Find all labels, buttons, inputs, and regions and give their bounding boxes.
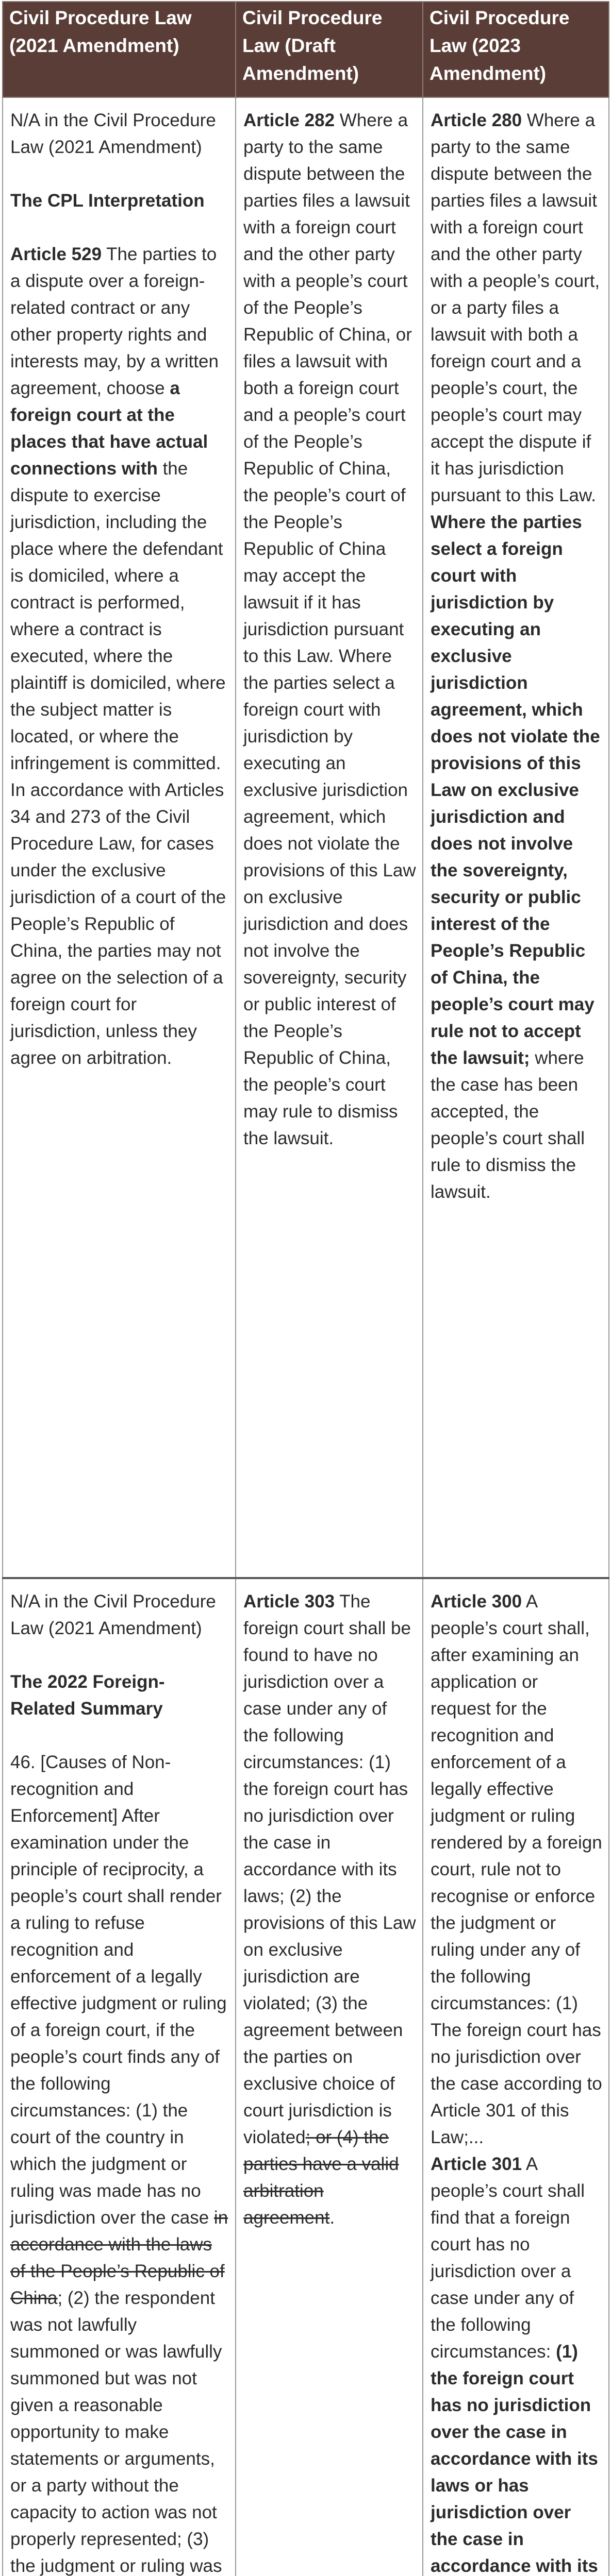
article-301-text	[431, 2151, 602, 2576]
article-body: Where a party to the same dispute between the parties files a lawsuit with a foreign court and the other party with a people’s court of the People’s Republic of China, or files a lawsuit with both a foreign court and a people’s court of the People’s Republic of China, the people’s court of the People’s Republic of China may accept the lawsuit if it has jurisdiction pursuant to this Law. Where the parties select a foreign court with jurisdiction by executing an exclusive jurisdiction agreement, which does not violate the provisions of this Law on exclusive jurisdiction and does not involve the sovereignty, security or public interest of the People’s Republic of China, the people’s court may rule to dismiss the lawsuit.	[243, 110, 416, 1148]
cell-2021-recognition	[3, 1578, 236, 2576]
article-body: the dispute to exercise jurisdiction, including the place where the defendant is domiciled, where a contract is performed, where a contract is executed, where the plaintiff is domiciled, where the subject matter is located, or where the infringement is committed. In accordance with Articles 34 and 273 of the Civil Procedure Law, for cases under the exclusive jurisdiction of a court of the People’s Republic of China, the parties may not agree on the selection of a foreign court for jurisdiction, unless they agree on arbitration.	[10, 459, 226, 1068]
article-body: The foreign court shall be found to have no jurisdiction over a case under any of the following circumstances: (1) the foreign court has no jurisdiction over the case in accordance with its laws; (2) the provisions of this Law on exclusive jurisdiction are violated; (3) the agreement between the parties on exclusive choice of court jurisdiction is violated	[243, 1591, 416, 2147]
cell-draft-recognition	[236, 1578, 423, 2576]
article-body: .	[329, 2208, 335, 2228]
na-note: N/A in the Civil Procedure Law (2021 Amendment)	[10, 1591, 216, 1638]
article-emphasis: a foreign court at the places that have actual connections with	[10, 378, 208, 479]
cell-2021-jurisdiction	[3, 97, 236, 1578]
article-body: A people’s court shall, after examining an application or request for the recognition and enforcement of a legally effective judgment or ruling rendered by a foreign court, rule not to recognise or enforce the judgment or ruling under any of the following circumstances: (1) The foreign court has no jurisdiction over the case according to Article 301 of this Law;...	[431, 1591, 602, 2147]
table-row	[3, 97, 609, 1578]
article-body: The parties to a dispute over a foreign-related contract or any other property rights and interests may, by a written agreement, choose	[10, 244, 219, 398]
article-303-text	[243, 1588, 416, 2231]
table-header-row	[3, 2, 609, 97]
article-label: Article 303	[243, 1591, 335, 1612]
header-2023-amendment: Civil Procedure Law (2023 Amendment)	[423, 2, 609, 97]
article-label: Article 301	[431, 2154, 522, 2174]
article-label: Article 529	[10, 244, 102, 264]
cell-2023-recognition	[423, 1578, 609, 2576]
article-label: Article 300	[431, 1591, 522, 1612]
item-body: 46. [Causes of Non-recognition and Enforcement] After examination under the principle of reciprocity, a people’s court shall render a ruling to refuse recognition and enforcement of a legally effective judgment or ruling of a foreign court, if the people’s court finds any of the following circumstances: (1) the court of the country in which the judgment or ruling was made has no jurisdiction over the case	[10, 1752, 227, 2228]
article-282-text	[243, 107, 416, 1152]
item-body: ; (2) the respondent was not lawfully summoned or was lawfully summoned but was not given a reasonable opportunity to make statements or arguments, or a party without the capacity to action was not properly represented; (3) the judgment or ruling was	[10, 2288, 222, 2576]
article-280-text	[431, 107, 602, 1206]
cell-draft-jurisdiction	[236, 97, 423, 1578]
cell-2023-jurisdiction	[423, 97, 609, 1578]
article-emphasis: (1) the foreign court has no jurisdiction over the case in accordance with its laws or has jurisdiction over the case in accordance with its	[431, 2342, 598, 2576]
section-heading: The CPL Interpretation	[10, 191, 205, 211]
deleted-text: in accordance with the laws of the People’s Republic of China	[10, 2208, 228, 2308]
section-heading: The 2022 Foreign-Related Summary	[10, 1672, 165, 1719]
article-body: Where a party to the same dispute between the parties files a lawsuit with a foreign court and the other party with a people’s court, or a party files a lawsuit with both a foreign court and a people’s court, the people’s court may accept the dispute if it has jurisdiction pursuant to this Law.	[431, 110, 600, 505]
table-row	[3, 1578, 609, 2576]
article-body: A people’s court shall find that a foreign court has no jurisdiction over a case under any of the following circumstances:	[431, 2154, 585, 2362]
summary-item-46	[10, 1749, 229, 2576]
comparison-table	[2, 1, 609, 2576]
article-body: where the case has been accepted, the people’s court shall rule to dismiss the lawsuit.	[431, 1048, 585, 1202]
na-note: N/A in the Civil Procedure Law (2021 Amendment)	[10, 110, 216, 157]
deleted-text: ; or (4) the parties have a valid arbitration agreement	[243, 2127, 399, 2228]
article-label: Article 282	[243, 110, 335, 130]
header-draft-amendment: Civil Procedure Law (Draft Amendment)	[236, 2, 423, 97]
article-label: Article 280	[431, 110, 522, 130]
article-529-text	[10, 241, 229, 1072]
article-emphasis: Where the parties select a foreign court with jurisdiction by executing an exclusive jurisdiction agreement, which does not violate the provisions of this Law on exclusive jurisdiction and does not involve the sovereignty, security or public interest of the People’s Republic of China, the people’s court may rule not to accept the lawsuit;	[431, 512, 600, 1068]
article-300-text	[431, 1588, 602, 2151]
header-2021-amendment: Civil Procedure Law (2021 Amendment)	[3, 2, 236, 97]
